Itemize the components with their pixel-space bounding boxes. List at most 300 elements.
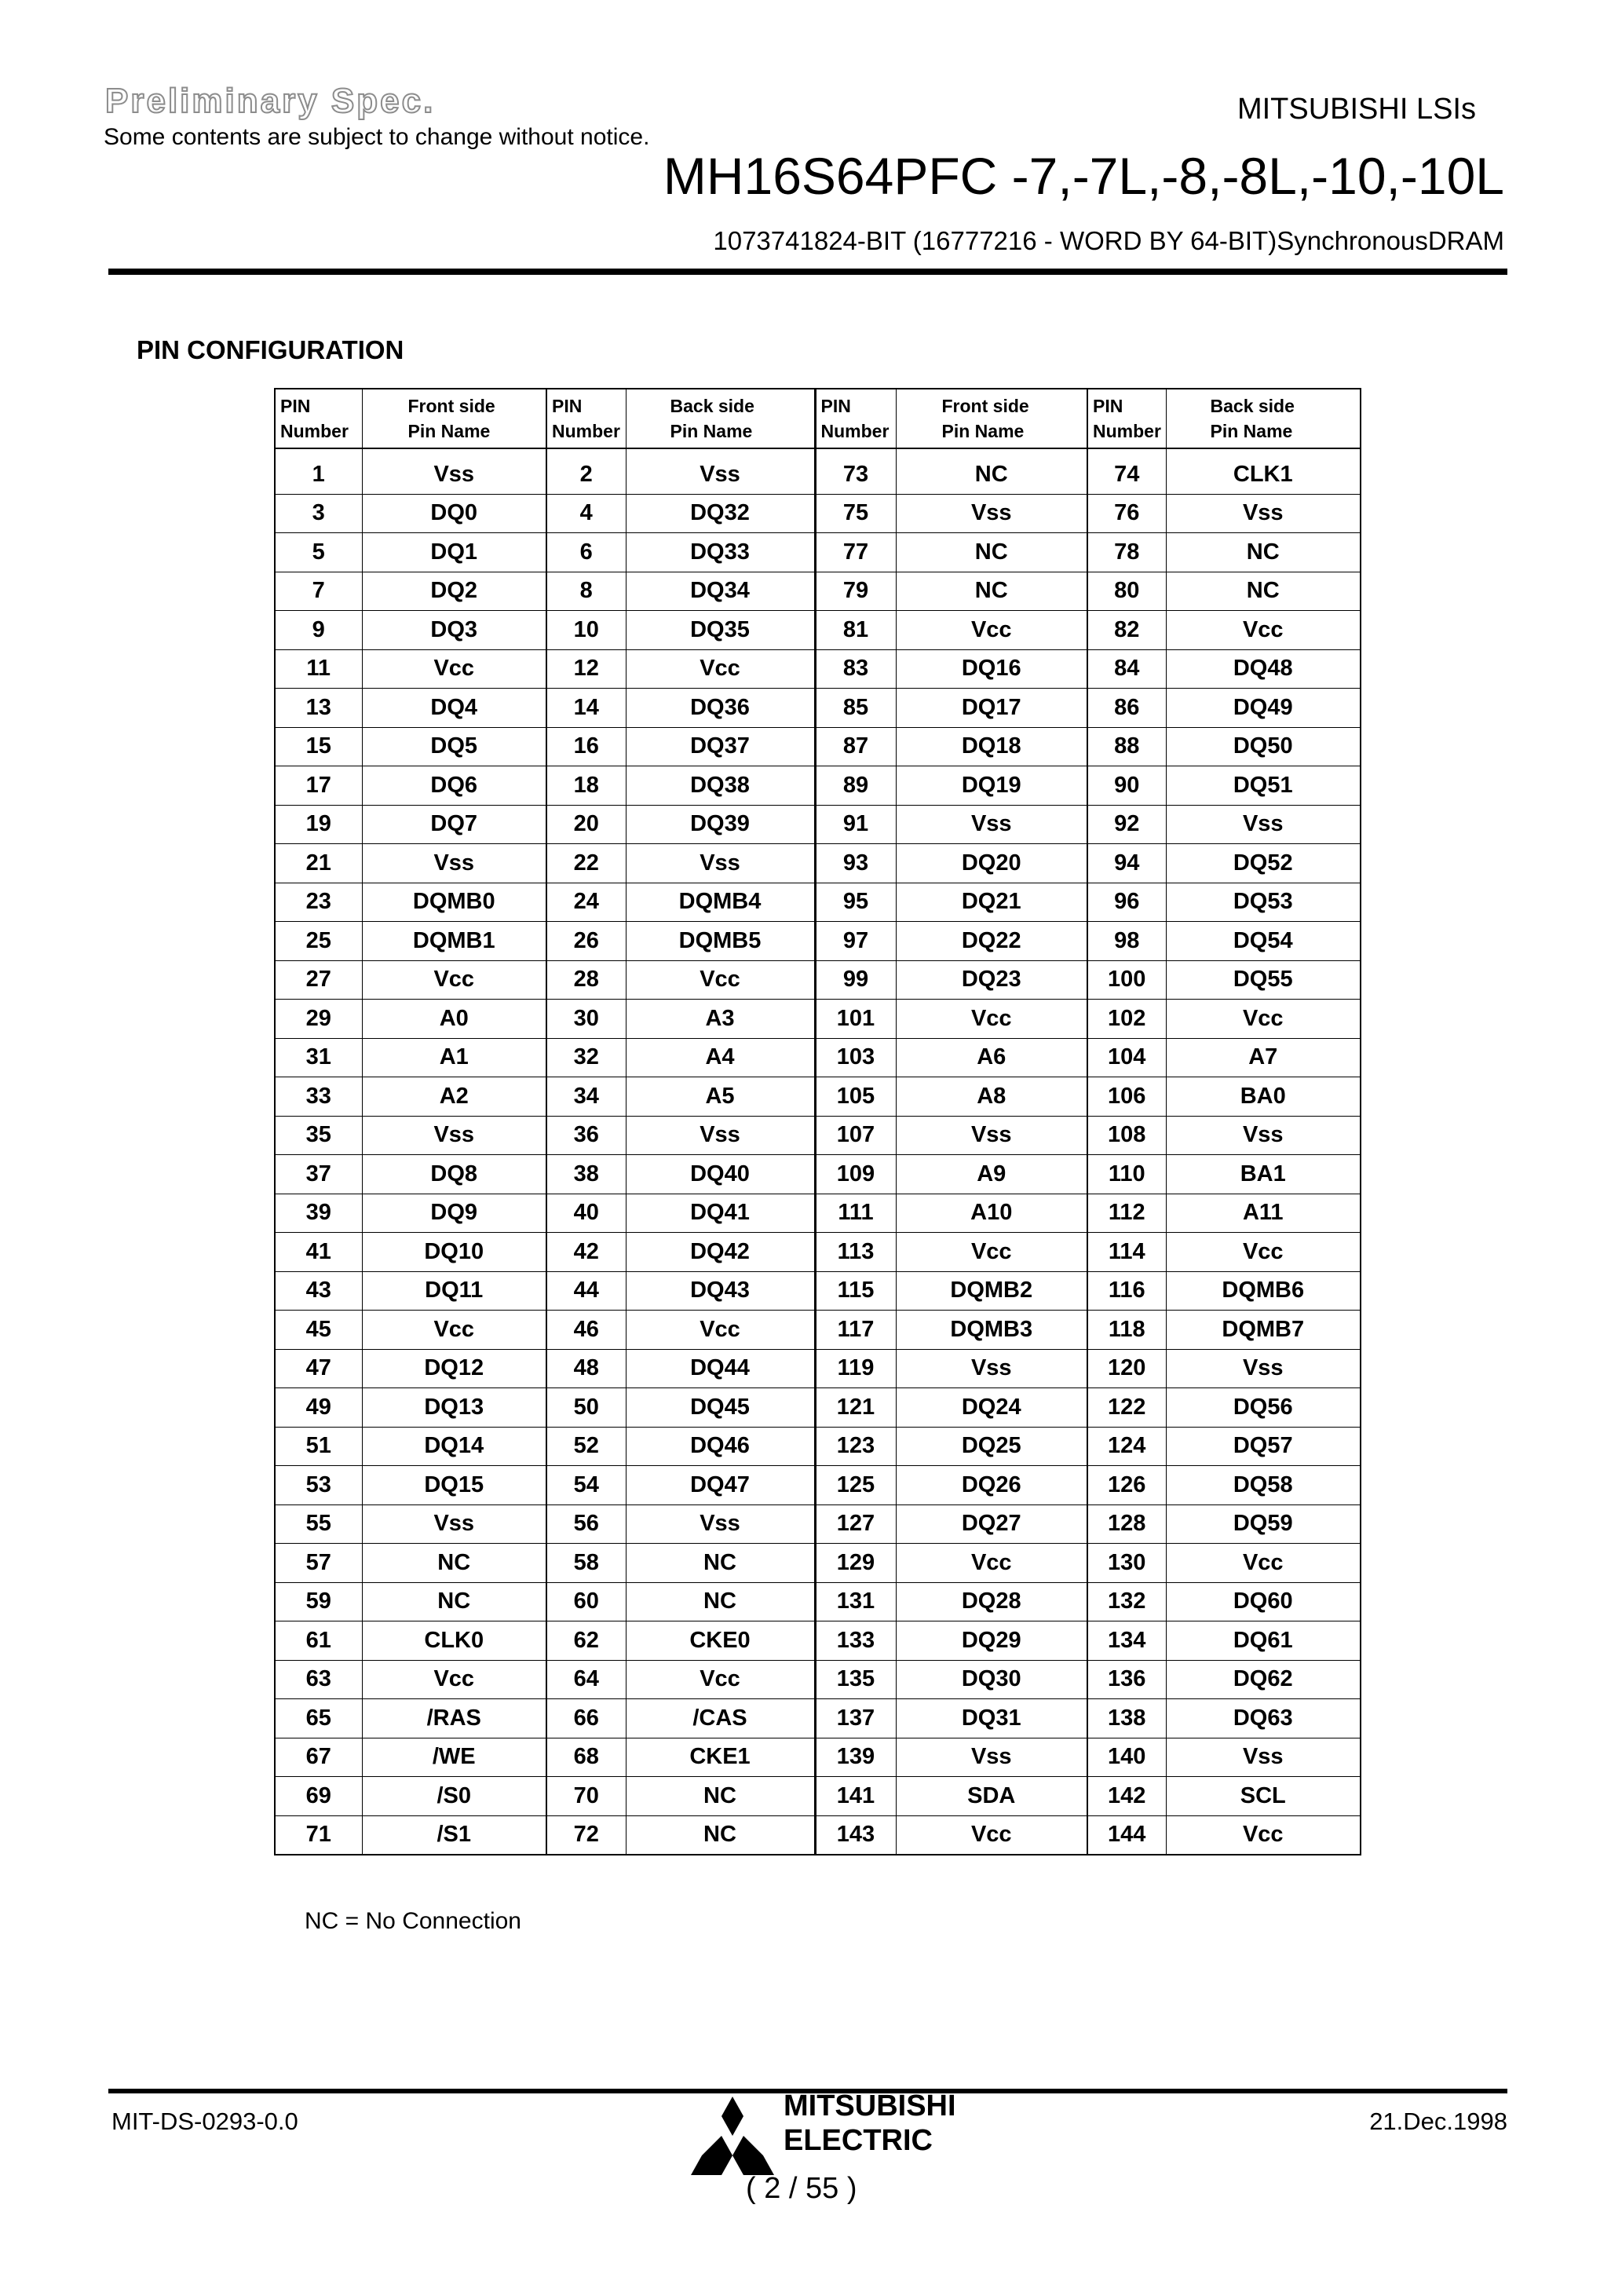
- back-pin-name: DQ33: [626, 533, 815, 572]
- front-pin-name: Vss: [362, 844, 546, 883]
- front-pin-number: 139: [815, 1738, 896, 1777]
- back-pin-number: 60: [546, 1582, 626, 1621]
- back-pin-number: 18: [546, 766, 626, 806]
- back-pin-number: 96: [1087, 883, 1166, 922]
- back-pin-number: 110: [1087, 1155, 1166, 1194]
- back-pin-number: 36: [546, 1116, 626, 1155]
- back-pin-name: Vcc: [1166, 1000, 1361, 1039]
- back-pin-number: 128: [1087, 1504, 1166, 1544]
- front-pin-number: 7: [275, 572, 362, 611]
- back-pin-number: 118: [1087, 1311, 1166, 1350]
- header-back-pin-name: Back side Pin Name: [626, 389, 815, 448]
- table-row: [275, 1000, 1361, 1039]
- table-row: [275, 1544, 1361, 1583]
- back-pin-name: DQ49: [1166, 689, 1361, 728]
- front-pin-name: /WE: [362, 1738, 546, 1777]
- front-pin-name: A0: [362, 1000, 546, 1039]
- front-pin-number: 143: [815, 1815, 896, 1855]
- front-pin-name: DQ29: [896, 1621, 1087, 1661]
- front-pin-number: 125: [815, 1466, 896, 1505]
- front-pin-number: 129: [815, 1544, 896, 1583]
- front-pin-name: DQ15: [362, 1466, 546, 1505]
- front-pin-number: 65: [275, 1699, 362, 1738]
- preliminary-spec-label: Preliminary Spec.: [105, 82, 436, 120]
- back-pin-name: DQ45: [626, 1388, 815, 1428]
- back-pin-name: DQ59: [1166, 1504, 1361, 1544]
- front-pin-name: DQ12: [362, 1349, 546, 1388]
- front-pin-name: Vss: [896, 494, 1087, 533]
- back-pin-number: 74: [1087, 448, 1166, 494]
- back-pin-name: Vss: [1166, 805, 1361, 844]
- front-pin-name: CLK0: [362, 1621, 546, 1661]
- front-pin-number: 53: [275, 1466, 362, 1505]
- front-pin-number: 111: [815, 1194, 896, 1233]
- back-pin-name: Vss: [626, 1116, 815, 1155]
- back-pin-number: 42: [546, 1233, 626, 1272]
- back-pin-number: 132: [1087, 1582, 1166, 1621]
- front-pin-number: 21: [275, 844, 362, 883]
- back-pin-number: 114: [1087, 1233, 1166, 1272]
- back-pin-name: A5: [626, 1077, 815, 1117]
- pin-configuration-table: [274, 388, 1361, 1855]
- document-date: 21.Dec.1998: [1369, 2108, 1507, 2135]
- front-pin-number: 29: [275, 1000, 362, 1039]
- back-pin-number: 112: [1087, 1194, 1166, 1233]
- front-pin-name: DQ17: [896, 689, 1087, 728]
- front-pin-name: DQ18: [896, 727, 1087, 766]
- front-pin-number: 23: [275, 883, 362, 922]
- back-pin-name: DQ32: [626, 494, 815, 533]
- front-pin-number: 57: [275, 1544, 362, 1583]
- front-pin-name: Vss: [896, 1116, 1087, 1155]
- front-pin-name: Vcc: [362, 1311, 546, 1350]
- back-pin-name: A4: [626, 1038, 815, 1077]
- front-pin-name: Vss: [362, 1504, 546, 1544]
- front-pin-name: DQ5: [362, 727, 546, 766]
- front-pin-name: SDA: [896, 1777, 1087, 1816]
- header-pin-number: PIN Number: [815, 389, 896, 448]
- table-row: [275, 1349, 1361, 1388]
- back-pin-name: DQMB5: [626, 922, 815, 961]
- company-logo-text: [784, 2089, 956, 2158]
- table-row: [275, 1194, 1361, 1233]
- table-row: [275, 883, 1361, 922]
- back-pin-number: 44: [546, 1271, 626, 1311]
- front-pin-number: 1: [275, 448, 362, 494]
- back-pin-name: DQMB6: [1166, 1271, 1361, 1311]
- back-pin-name: DQ40: [626, 1155, 815, 1194]
- front-pin-name: A1: [362, 1038, 546, 1077]
- back-pin-name: A3: [626, 1000, 815, 1039]
- back-pin-name: Vcc: [626, 1311, 815, 1350]
- front-pin-name: A9: [896, 1155, 1087, 1194]
- back-pin-name: NC: [626, 1777, 815, 1816]
- front-pin-number: 41: [275, 1233, 362, 1272]
- back-pin-number: 66: [546, 1699, 626, 1738]
- front-pin-number: 123: [815, 1427, 896, 1466]
- front-pin-number: 91: [815, 805, 896, 844]
- logo-line-2: ELECTRIC: [784, 2124, 933, 2157]
- back-pin-number: 4: [546, 494, 626, 533]
- front-pin-number: 49: [275, 1388, 362, 1428]
- back-pin-number: 120: [1087, 1349, 1166, 1388]
- back-pin-number: 14: [546, 689, 626, 728]
- back-pin-number: 68: [546, 1738, 626, 1777]
- front-pin-number: 95: [815, 883, 896, 922]
- back-pin-name: Vcc: [1166, 611, 1361, 650]
- section-title: PIN CONFIGURATION: [137, 335, 404, 364]
- front-pin-number: 27: [275, 960, 362, 1000]
- front-pin-name: Vcc: [362, 649, 546, 689]
- back-pin-number: 58: [546, 1544, 626, 1583]
- back-pin-number: 124: [1087, 1427, 1166, 1466]
- back-pin-number: 126: [1087, 1466, 1166, 1505]
- front-pin-number: 89: [815, 766, 896, 806]
- back-pin-name: DQ63: [1166, 1699, 1361, 1738]
- back-pin-name: DQ54: [1166, 922, 1361, 961]
- back-pin-number: 100: [1087, 960, 1166, 1000]
- table-row: [275, 805, 1361, 844]
- header-pin-number: PIN Number: [1087, 389, 1166, 448]
- back-pin-number: 52: [546, 1427, 626, 1466]
- front-pin-name: DQ6: [362, 766, 546, 806]
- back-pin-number: 50: [546, 1388, 626, 1428]
- header-front-pin-name: Front side Pin Name: [896, 389, 1087, 448]
- back-pin-number: 38: [546, 1155, 626, 1194]
- back-pin-name: DQ53: [1166, 883, 1361, 922]
- back-pin-name: BA0: [1166, 1077, 1361, 1117]
- back-pin-name: DQ61: [1166, 1621, 1361, 1661]
- table-row: [275, 649, 1361, 689]
- front-pin-name: DQ28: [896, 1582, 1087, 1621]
- front-pin-number: 47: [275, 1349, 362, 1388]
- back-pin-name: DQ48: [1166, 649, 1361, 689]
- back-pin-number: 108: [1087, 1116, 1166, 1155]
- front-pin-name: Vcc: [362, 960, 546, 1000]
- front-pin-name: DQ25: [896, 1427, 1087, 1466]
- back-pin-number: 122: [1087, 1388, 1166, 1428]
- back-pin-name: Vss: [1166, 1349, 1361, 1388]
- back-pin-number: 80: [1087, 572, 1166, 611]
- back-pin-name: DQ56: [1166, 1388, 1361, 1428]
- front-pin-number: 71: [275, 1815, 362, 1855]
- back-pin-number: 138: [1087, 1699, 1166, 1738]
- front-pin-number: 101: [815, 1000, 896, 1039]
- change-notice: Some contents are subject to change without notice.: [104, 124, 650, 150]
- table-row: [275, 1388, 1361, 1428]
- back-pin-number: 82: [1087, 611, 1166, 650]
- back-pin-number: 62: [546, 1621, 626, 1661]
- table-row: [275, 611, 1361, 650]
- back-pin-name: A11: [1166, 1194, 1361, 1233]
- front-pin-name: DQ21: [896, 883, 1087, 922]
- table-row: [275, 1621, 1361, 1661]
- back-pin-number: 116: [1087, 1271, 1166, 1311]
- back-pin-name: DQ51: [1166, 766, 1361, 806]
- back-pin-name: Vcc: [626, 1660, 815, 1699]
- table-row: [275, 572, 1361, 611]
- front-pin-name: DQ13: [362, 1388, 546, 1428]
- back-pin-name: CLK1: [1166, 448, 1361, 494]
- table-row: [275, 1815, 1361, 1855]
- front-pin-name: DQ26: [896, 1466, 1087, 1505]
- back-pin-number: 10: [546, 611, 626, 650]
- back-pin-name: Vcc: [1166, 1544, 1361, 1583]
- part-number-title: MH16S64PFC -7,-7L,-8,-8L,-10,-10L: [663, 147, 1504, 205]
- back-pin-name: DQ36: [626, 689, 815, 728]
- back-pin-name: /CAS: [626, 1699, 815, 1738]
- table-row: [275, 1504, 1361, 1544]
- back-pin-name: BA1: [1166, 1155, 1361, 1194]
- front-pin-number: 5: [275, 533, 362, 572]
- back-pin-number: 16: [546, 727, 626, 766]
- back-pin-number: 6: [546, 533, 626, 572]
- back-pin-name: DQ60: [1166, 1582, 1361, 1621]
- front-pin-number: 51: [275, 1427, 362, 1466]
- front-pin-number: 85: [815, 689, 896, 728]
- front-pin-number: 43: [275, 1271, 362, 1311]
- front-pin-number: 37: [275, 1155, 362, 1194]
- front-pin-name: DQ9: [362, 1194, 546, 1233]
- back-pin-number: 32: [546, 1038, 626, 1077]
- back-pin-name: DQ62: [1166, 1660, 1361, 1699]
- table-row: [275, 1271, 1361, 1311]
- back-pin-name: Vss: [1166, 1116, 1361, 1155]
- front-pin-name: DQ11: [362, 1271, 546, 1311]
- front-pin-number: 127: [815, 1504, 896, 1544]
- back-pin-number: 46: [546, 1311, 626, 1350]
- front-pin-number: 99: [815, 960, 896, 1000]
- table-row: [275, 1427, 1361, 1466]
- back-pin-number: 134: [1087, 1621, 1166, 1661]
- table-row: [275, 1155, 1361, 1194]
- back-pin-name: CKE1: [626, 1738, 815, 1777]
- back-pin-name: Vcc: [626, 960, 815, 1000]
- back-pin-number: 90: [1087, 766, 1166, 806]
- back-pin-number: 142: [1087, 1777, 1166, 1816]
- back-pin-number: 20: [546, 805, 626, 844]
- front-pin-name: DQ14: [362, 1427, 546, 1466]
- front-pin-name: DQ22: [896, 922, 1087, 961]
- back-pin-number: 2: [546, 448, 626, 494]
- front-pin-name: DQMB1: [362, 922, 546, 961]
- table-row: [275, 1777, 1361, 1816]
- back-pin-number: 24: [546, 883, 626, 922]
- front-pin-name: Vcc: [896, 1233, 1087, 1272]
- front-pin-number: 137: [815, 1699, 896, 1738]
- back-pin-name: DQ44: [626, 1349, 815, 1388]
- back-pin-number: 76: [1087, 494, 1166, 533]
- front-pin-number: 31: [275, 1038, 362, 1077]
- back-pin-number: 40: [546, 1194, 626, 1233]
- front-pin-number: 69: [275, 1777, 362, 1816]
- table-row: [275, 494, 1361, 533]
- back-pin-number: 84: [1087, 649, 1166, 689]
- front-pin-number: 107: [815, 1116, 896, 1155]
- front-pin-number: 15: [275, 727, 362, 766]
- table-row: [275, 960, 1361, 1000]
- header-pin-number: PIN Number: [546, 389, 626, 448]
- back-pin-number: 92: [1087, 805, 1166, 844]
- logo-line-1: MITSUBISHI: [784, 2089, 956, 2122]
- back-pin-number: 30: [546, 1000, 626, 1039]
- front-pin-number: 117: [815, 1311, 896, 1350]
- front-pin-name: DQ3: [362, 611, 546, 650]
- front-pin-number: 35: [275, 1116, 362, 1155]
- header-front-pin-name: Front side Pin Name: [362, 389, 546, 448]
- back-pin-name: DQ43: [626, 1271, 815, 1311]
- back-pin-name: DQ34: [626, 572, 815, 611]
- front-pin-name: /S0: [362, 1777, 546, 1816]
- front-pin-number: 61: [275, 1621, 362, 1661]
- back-pin-name: DQ37: [626, 727, 815, 766]
- front-pin-number: 131: [815, 1582, 896, 1621]
- back-pin-number: 98: [1087, 922, 1166, 961]
- back-pin-name: Vss: [1166, 1738, 1361, 1777]
- front-pin-name: NC: [896, 572, 1087, 611]
- back-pin-number: 140: [1087, 1738, 1166, 1777]
- back-pin-number: 8: [546, 572, 626, 611]
- front-pin-name: DQ20: [896, 844, 1087, 883]
- table-row: [275, 1466, 1361, 1505]
- front-pin-name: DQ19: [896, 766, 1087, 806]
- front-pin-number: 109: [815, 1155, 896, 1194]
- back-pin-name: NC: [1166, 572, 1361, 611]
- front-pin-name: NC: [896, 448, 1087, 494]
- front-pin-name: A8: [896, 1077, 1087, 1117]
- back-pin-name: DQ42: [626, 1233, 815, 1272]
- back-pin-number: 136: [1087, 1660, 1166, 1699]
- front-pin-number: 13: [275, 689, 362, 728]
- front-pin-number: 119: [815, 1349, 896, 1388]
- front-pin-number: 77: [815, 533, 896, 572]
- table-row: [275, 1116, 1361, 1155]
- table-row: [275, 844, 1361, 883]
- table-row: [275, 727, 1361, 766]
- back-pin-name: Vss: [626, 1504, 815, 1544]
- back-pin-number: 28: [546, 960, 626, 1000]
- front-pin-number: 79: [815, 572, 896, 611]
- back-pin-number: 106: [1087, 1077, 1166, 1117]
- back-pin-name: Vss: [1166, 494, 1361, 533]
- front-pin-name: /S1: [362, 1815, 546, 1855]
- back-pin-name: DQ50: [1166, 727, 1361, 766]
- table-row: [275, 1311, 1361, 1350]
- front-pin-number: 3: [275, 494, 362, 533]
- front-pin-number: 33: [275, 1077, 362, 1117]
- front-pin-name: DQMB0: [362, 883, 546, 922]
- front-pin-number: 63: [275, 1660, 362, 1699]
- front-pin-number: 73: [815, 448, 896, 494]
- product-description: 1073741824-BIT (16777216 - WORD BY 64-BIT)SynchronousDRAM: [713, 226, 1504, 255]
- front-pin-number: 45: [275, 1311, 362, 1350]
- front-pin-number: 59: [275, 1582, 362, 1621]
- back-pin-name: DQ38: [626, 766, 815, 806]
- front-pin-name: Vss: [896, 805, 1087, 844]
- back-pin-number: 64: [546, 1660, 626, 1699]
- back-pin-number: 104: [1087, 1038, 1166, 1077]
- footnote: NC = No Connection: [305, 1908, 521, 1934]
- table-body: [275, 448, 1361, 1855]
- front-pin-name: Vcc: [896, 1815, 1087, 1855]
- back-pin-number: 56: [546, 1504, 626, 1544]
- back-pin-name: Vss: [626, 448, 815, 494]
- table-row: [275, 1660, 1361, 1699]
- back-pin-number: 34: [546, 1077, 626, 1117]
- back-pin-number: 78: [1087, 533, 1166, 572]
- back-pin-number: 48: [546, 1349, 626, 1388]
- back-pin-name: DQMB4: [626, 883, 815, 922]
- table-row: [275, 533, 1361, 572]
- front-pin-number: 141: [815, 1777, 896, 1816]
- front-pin-number: 133: [815, 1621, 896, 1661]
- front-pin-name: Vss: [362, 1116, 546, 1155]
- back-pin-name: DQ47: [626, 1466, 815, 1505]
- front-pin-name: A2: [362, 1077, 546, 1117]
- front-pin-name: DQ27: [896, 1504, 1087, 1544]
- front-pin-name: Vss: [896, 1738, 1087, 1777]
- front-pin-name: DQ0: [362, 494, 546, 533]
- front-pin-name: /RAS: [362, 1699, 546, 1738]
- front-pin-name: DQMB3: [896, 1311, 1087, 1350]
- front-pin-number: 9: [275, 611, 362, 650]
- front-pin-name: NC: [362, 1582, 546, 1621]
- front-pin-name: A6: [896, 1038, 1087, 1077]
- front-pin-number: 115: [815, 1271, 896, 1311]
- front-pin-name: DQ23: [896, 960, 1087, 1000]
- back-pin-number: 144: [1087, 1815, 1166, 1855]
- front-pin-name: Vss: [896, 1349, 1087, 1388]
- front-pin-number: 25: [275, 922, 362, 961]
- front-pin-name: Vcc: [896, 1000, 1087, 1039]
- front-pin-name: DQMB2: [896, 1271, 1087, 1311]
- document-id: MIT-DS-0293-0.0: [111, 2108, 298, 2135]
- front-pin-number: 105: [815, 1077, 896, 1117]
- front-pin-name: DQ4: [362, 689, 546, 728]
- front-pin-name: DQ16: [896, 649, 1087, 689]
- back-pin-number: 26: [546, 922, 626, 961]
- back-pin-name: DQ52: [1166, 844, 1361, 883]
- back-pin-name: DQ39: [626, 805, 815, 844]
- table-row: [275, 1077, 1361, 1117]
- back-pin-name: Vcc: [626, 649, 815, 689]
- front-pin-number: 67: [275, 1738, 362, 1777]
- table-row: [275, 766, 1361, 806]
- table-header: [275, 389, 1361, 448]
- back-pin-name: Vss: [626, 844, 815, 883]
- front-pin-number: 113: [815, 1233, 896, 1272]
- three-diamonds-icon: [689, 2095, 776, 2177]
- front-pin-number: 17: [275, 766, 362, 806]
- front-pin-name: A10: [896, 1194, 1087, 1233]
- back-pin-name: DQ58: [1166, 1466, 1361, 1505]
- back-pin-name: SCL: [1166, 1777, 1361, 1816]
- front-pin-name: DQ1: [362, 533, 546, 572]
- back-pin-name: NC: [626, 1582, 815, 1621]
- table-row: [275, 922, 1361, 961]
- front-pin-name: Vss: [362, 448, 546, 494]
- back-pin-number: 88: [1087, 727, 1166, 766]
- front-pin-number: 97: [815, 922, 896, 961]
- back-pin-name: NC: [1166, 533, 1361, 572]
- back-pin-name: CKE0: [626, 1621, 815, 1661]
- front-pin-number: 81: [815, 611, 896, 650]
- front-pin-name: Vcc: [896, 611, 1087, 650]
- back-pin-number: 94: [1087, 844, 1166, 883]
- front-pin-name: Vcc: [362, 1660, 546, 1699]
- header-pin-number: PIN Number: [275, 389, 362, 448]
- front-pin-number: 103: [815, 1038, 896, 1077]
